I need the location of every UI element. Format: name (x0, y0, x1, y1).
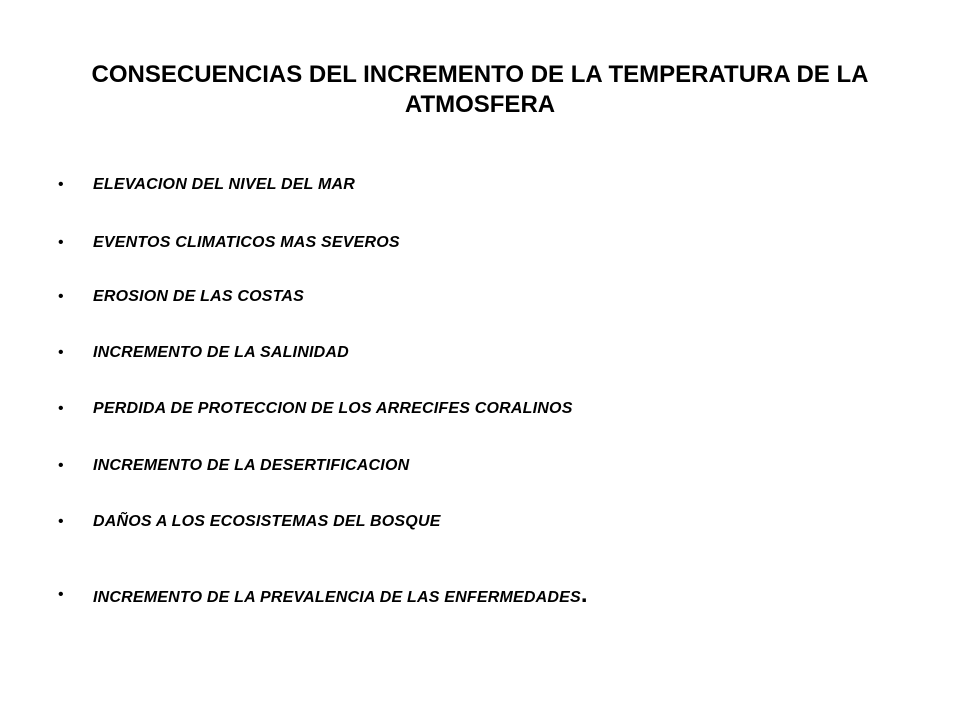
bullet-trailing-period: . (580, 581, 588, 608)
bullet-text: INCREMENTO DE LA DESERTIFICACION (93, 457, 410, 474)
bullet-icon: • (58, 344, 64, 361)
bullet-text: INCREMENTO DE LA SALINIDAD (93, 344, 349, 361)
slide-title: CONSECUENCIAS DEL INCREMENTO DE LA TEMPERATURA DE LA ATMOSFERA (91, 61, 869, 118)
bullet-item (58, 454, 918, 478)
bullet-item (58, 285, 918, 309)
bullet-text: EVENTOS CLIMATICOS MAS SEVEROS (93, 234, 400, 251)
bullet-text-main: INCREMENTO DE LA PREVALENCIA DE LAS ENFERMEDADES (93, 589, 581, 606)
bullet-item (58, 583, 918, 607)
bullet-icon: • (58, 513, 64, 530)
bullet-icon: • (58, 400, 64, 417)
bullet-text (93, 583, 588, 610)
bullet-item (58, 397, 918, 421)
bullet-icon: • (58, 457, 64, 474)
bullet-text: PERDIDA DE PROTECCION DE LOS ARRECIFES CORALINOS (93, 400, 573, 417)
bullet-icon: • (58, 586, 64, 603)
bullet-text: DAÑOS A LOS ECOSISTEMAS DEL BOSQUE (93, 513, 441, 530)
bullet-icon: • (58, 176, 64, 193)
bullet-icon: • (58, 234, 64, 251)
bullet-item (58, 173, 918, 197)
bullet-item (58, 510, 918, 534)
bullet-text: EROSION DE LAS COSTAS (93, 288, 305, 305)
bullet-item (58, 341, 918, 365)
bullet-item (58, 231, 918, 255)
bullet-text: ELEVACION DEL NIVEL DEL MAR (93, 176, 356, 193)
bullet-icon: • (58, 288, 64, 305)
